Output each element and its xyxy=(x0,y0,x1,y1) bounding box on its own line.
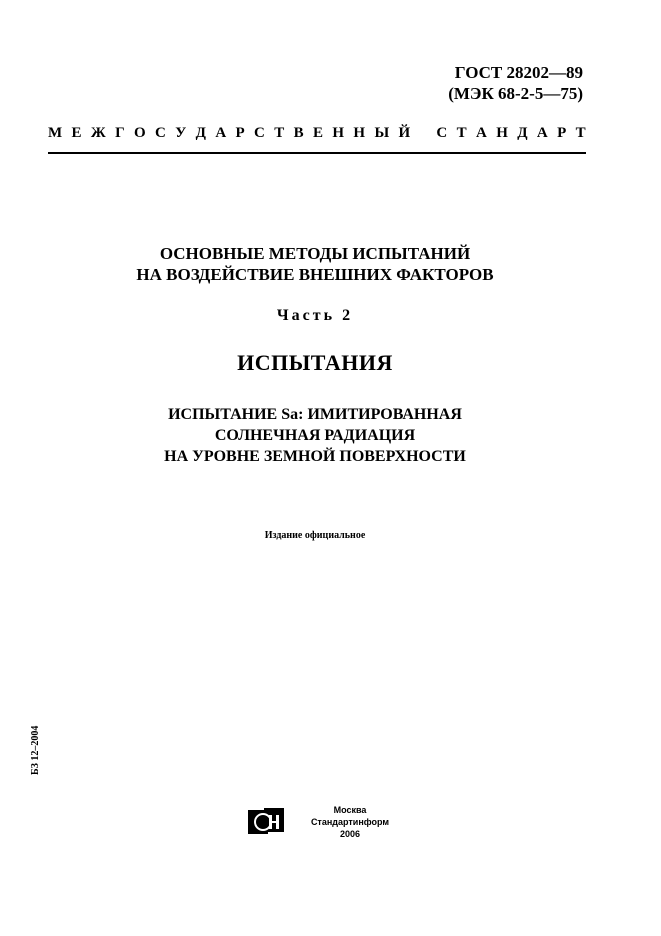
standard-type-letter: Т xyxy=(456,125,467,141)
standard-type-letter: Ж xyxy=(90,125,106,141)
standard-type-letter: А xyxy=(215,125,227,141)
standard-type-letter: Н xyxy=(332,125,345,141)
publisher-name: Стандартинформ xyxy=(310,817,390,827)
gost-number: ГОСТ 28202—89 xyxy=(454,63,583,82)
main-title-line: НА ВОЗДЕЙСТВИЕ ВНЕШНИХ ФАКТОРОВ xyxy=(136,265,494,284)
subtitle-line: ИСПЫТАНИЕ Sa: ИМИТИРОВАННАЯ xyxy=(168,406,462,423)
standard-type-letter: С xyxy=(155,125,166,141)
section-title: ИСПЫТАНИЯ xyxy=(237,350,393,375)
subtitle-line: СОЛНЕЧНАЯ РАДИАЦИЯ xyxy=(214,427,416,444)
standard-type-letter: С xyxy=(254,125,265,141)
standard-type-letter: Н xyxy=(496,125,508,141)
standard-type-letter: У xyxy=(175,125,187,141)
standard-type-letter: Д xyxy=(195,125,206,141)
subtitle xyxy=(0,404,630,467)
publisher-city: Москва xyxy=(333,805,367,815)
iec-number: (МЭК 68-2-5—75) xyxy=(448,84,583,103)
standartinform-logo-icon xyxy=(246,806,286,836)
subtitle-line: НА УРОВНЕ ЗЕМНОЙ ПОВЕРХНОСТИ xyxy=(164,448,466,465)
main-title xyxy=(0,243,630,285)
edition-label: Издание официальное xyxy=(264,530,366,541)
standard-type-letter: Д xyxy=(517,125,528,141)
standard-type-letter: Т xyxy=(575,125,586,141)
standard-type-letter: Т xyxy=(274,125,285,141)
standard-type-letter xyxy=(420,125,428,142)
publisher-year: 2006 xyxy=(339,829,361,839)
standard-type-letter: Г xyxy=(115,125,125,141)
publisher-block xyxy=(302,804,398,840)
standard-type-letter: С xyxy=(436,125,448,141)
standard-type-letter: Н xyxy=(353,125,366,141)
standard-type-letter: Й xyxy=(398,125,411,141)
standard-type-letter: Р xyxy=(235,125,245,141)
standard-type-letter: М xyxy=(48,125,63,141)
standard-type-letter: О xyxy=(134,125,146,141)
standard-type-letter: Е xyxy=(313,125,324,141)
side-code: БЗ 12–2004 xyxy=(30,725,41,775)
standard-type-letter: Р xyxy=(557,125,567,141)
standard-type-letter: В xyxy=(293,125,304,141)
heading-divider xyxy=(48,152,586,154)
standard-type-letter: Ы xyxy=(374,125,390,141)
standard-type-letter: А xyxy=(476,125,487,141)
part-label: Часть 2 xyxy=(276,307,354,324)
gost-code-block xyxy=(448,62,583,104)
main-title-line: ОСНОВНЫЕ МЕТОДЫ ИСПЫТАНИЙ xyxy=(159,244,471,263)
standard-type-letter: А xyxy=(536,125,548,141)
standard-type-heading xyxy=(48,125,586,142)
standard-type-letter: Е xyxy=(71,125,82,141)
